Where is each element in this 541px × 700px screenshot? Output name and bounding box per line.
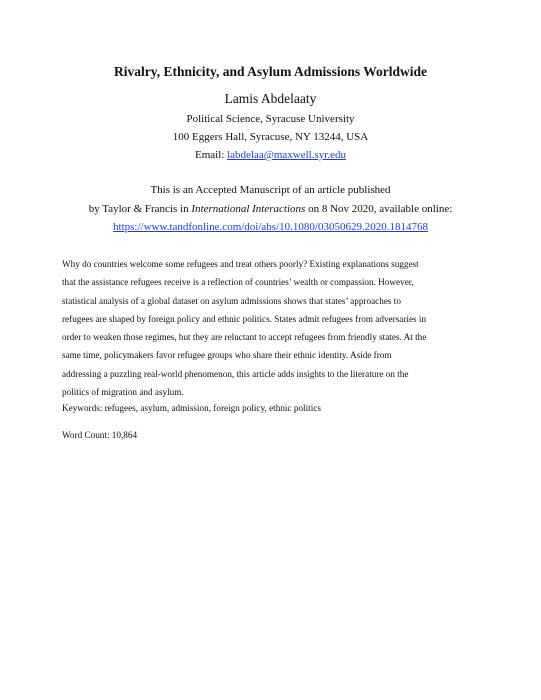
- doi-link[interactable]: https://www.tandfonline.com/doi/abs/10.1080/03050629.2020.1814768: [113, 221, 428, 233]
- journal-name: International Interactions: [191, 203, 306, 215]
- note-suffix: on 8 Nov 2020, available online:: [305, 203, 453, 215]
- abstract-line: statistical analysis of a global dataset on asylum admissions shows that states’ approaches to: [62, 295, 401, 306]
- abstract-line: refugees are shaped by foreign policy and ethnic politics. States admit refugees from adversaries in: [62, 313, 427, 324]
- author-affiliation: Political Science, Syracuse University: [186, 113, 355, 125]
- author-name: Lamis Abdelaaty: [224, 91, 317, 106]
- abstract-line: order to weaken those regimes, but they are reluctant to accept refugees from friendly states. At the: [62, 332, 427, 343]
- abstract-line: politics of migration and asylum.: [62, 387, 184, 398]
- keywords: Keywords: refugees, asylum, admission, foreign policy, ethnic politics: [62, 403, 321, 413]
- abstract-line: that the assistance refugees receive is a reflection of countries’ wealth or compassion. However,: [62, 277, 414, 288]
- abstract: [62, 255, 479, 401]
- manuscript-note-line-1: This is an Accepted Manuscript of an article published: [150, 184, 391, 196]
- abstract-line: addressing a puzzling real-world phenomenon, this article adds insights to the literature on the: [62, 368, 409, 379]
- word-count: Word Count: 10,864: [62, 430, 138, 440]
- email-link[interactable]: labdelaa@maxwell.syr.edu: [227, 149, 346, 161]
- paper-title: Rivalry, Ethnicity, and Asylum Admissions Worldwide: [114, 64, 427, 79]
- email-label: Email:: [195, 149, 228, 161]
- note-prefix: by Taylor & Francis in: [88, 203, 192, 215]
- abstract-line: Why do countries welcome some refugees and treat others poorly? Existing explanations suggest: [62, 259, 419, 269]
- abstract-line: same time, policymakers favor refugee groups who share their ethnic identity. Aside from: [62, 350, 392, 361]
- manuscript-note-line-2: [0, 203, 541, 215]
- manuscript-note-line-3: [0, 221, 541, 233]
- author-email-line: [0, 149, 541, 161]
- author-address: 100 Eggers Hall, Syracuse, NY 13244, USA: [172, 131, 369, 143]
